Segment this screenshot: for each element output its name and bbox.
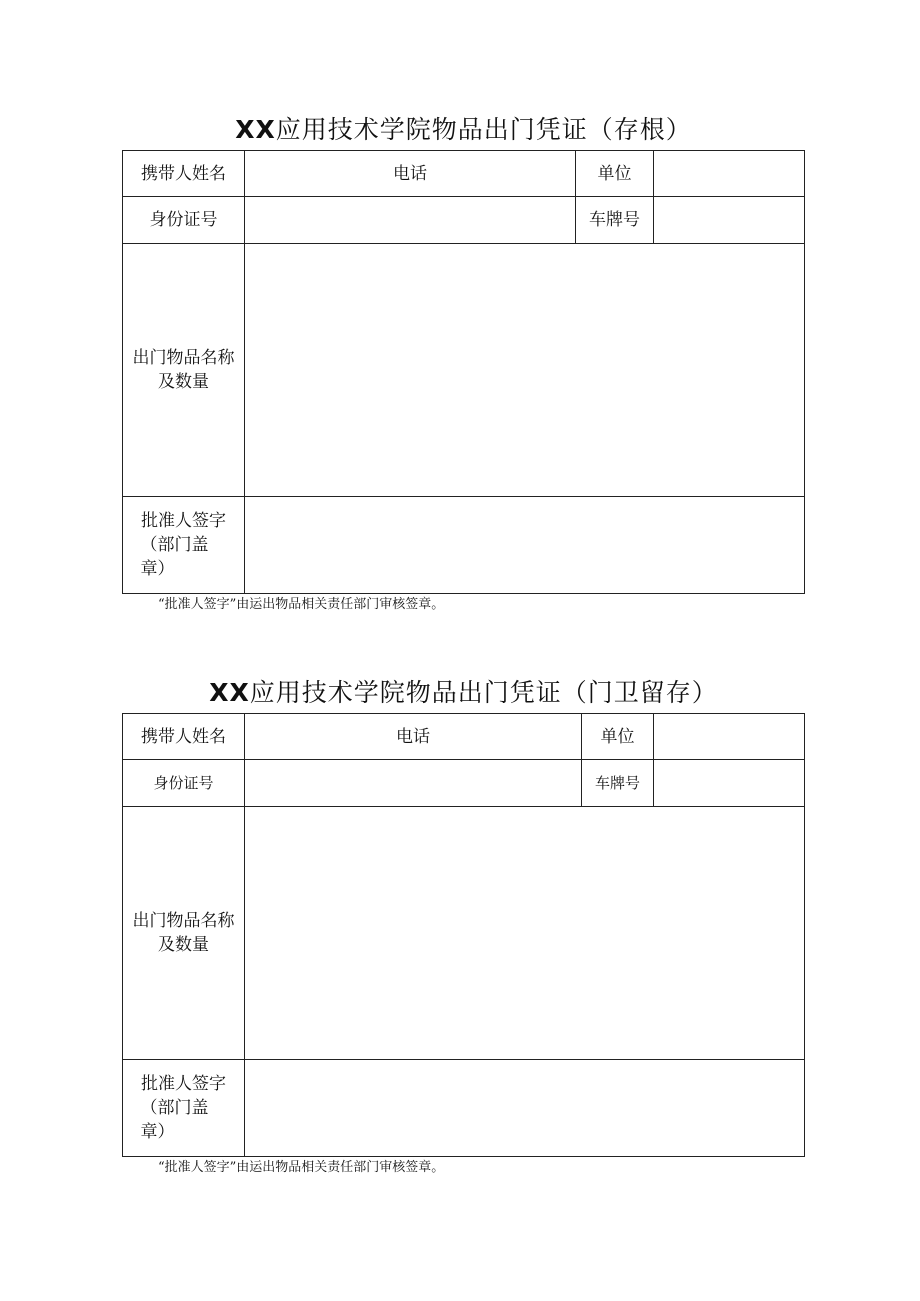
id-number-label: 身份证号 [123, 760, 245, 807]
items-field[interactable] [245, 244, 804, 497]
form-table [122, 150, 805, 594]
form-title [122, 673, 805, 713]
approver-label [123, 497, 245, 593]
approver-label-line3: 章） [140, 559, 175, 579]
carrier-name-label: 携带人姓名 [123, 151, 245, 197]
form-title-text: 应用技术学院物品出门凭证（门卫留存） [249, 678, 718, 707]
phone-label: 电话 [396, 726, 430, 747]
id-number-field[interactable] [245, 197, 576, 244]
form-table [122, 713, 805, 1157]
approver-label-line2: （部门盖 [140, 1098, 209, 1118]
items-label [123, 244, 245, 497]
form-title [122, 110, 805, 150]
form-title-prefix: XX [235, 115, 276, 144]
items-label-line1: 出门物品名称 [132, 911, 235, 931]
plate-number-label: 车牌号 [576, 197, 654, 244]
items-label-line1: 出门物品名称 [132, 348, 235, 368]
phone-label: 电话 [393, 163, 427, 184]
gate-pass-stub-form [122, 110, 805, 614]
plate-number-field[interactable] [654, 197, 804, 244]
id-number-field[interactable] [245, 760, 582, 807]
id-number-label: 身份证号 [123, 197, 245, 244]
approver-signature-field[interactable] [245, 1060, 804, 1156]
approver-label-line1: 批准人签字 [141, 1074, 226, 1094]
gate-pass-guard-form [122, 673, 805, 1177]
form-title-prefix: XX [209, 678, 250, 707]
phone-field[interactable] [245, 151, 576, 197]
phone-field[interactable] [245, 714, 582, 760]
unit-label: 单位 [576, 151, 654, 197]
form-title-text: 应用技术学院物品出门凭证（存根） [275, 115, 692, 144]
approver-label [123, 1060, 245, 1156]
plate-number-field[interactable] [654, 760, 804, 807]
items-field[interactable] [245, 807, 804, 1060]
plate-number-label: 车牌号 [582, 760, 654, 807]
approver-signature-field[interactable] [245, 497, 804, 593]
items-label-line2: 及数量 [158, 935, 209, 955]
carrier-name-label: 携带人姓名 [123, 714, 245, 760]
unit-label: 单位 [582, 714, 654, 760]
unit-field[interactable] [654, 714, 804, 760]
approver-label-line3: 章） [140, 1122, 175, 1142]
items-label-line2: 及数量 [158, 372, 209, 392]
approver-label-line1: 批准人签字 [141, 511, 226, 531]
items-label [123, 807, 245, 1060]
approver-label-line2: （部门盖 [140, 535, 209, 555]
unit-field[interactable] [654, 151, 804, 197]
approval-note: “批准人签字”由运出物品相关责任部门审核签章。 [158, 597, 445, 612]
approval-note: “批准人签字”由运出物品相关责任部门审核签章。 [158, 1160, 445, 1175]
